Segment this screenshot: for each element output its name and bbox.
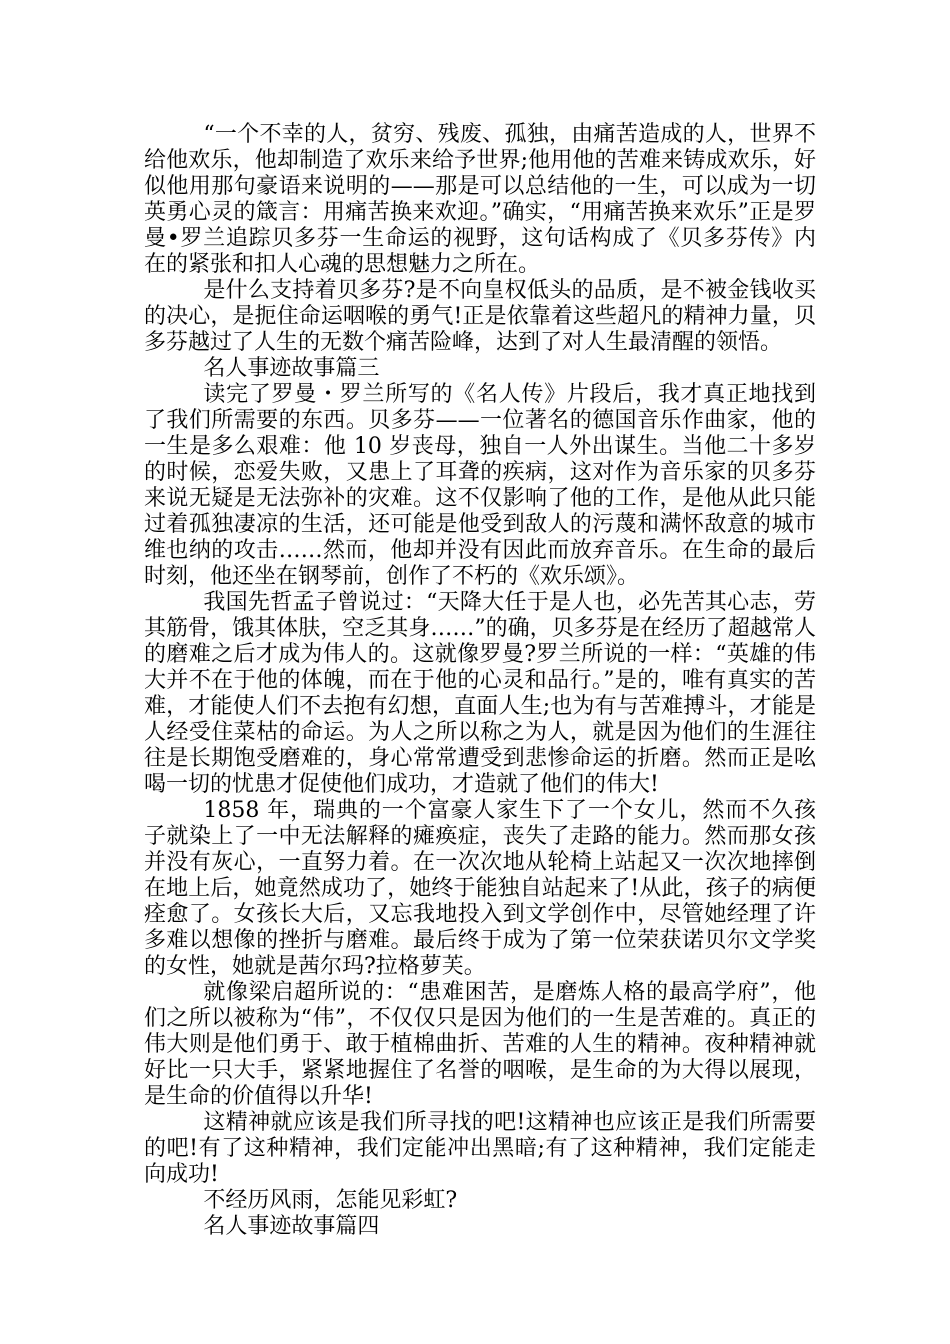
paragraph-mencius: 我国先哲孟子曾说过：“天降大任于是人也，必先苦其心志，劳其筋骨，饿其体肤，空乏其身……”的确，贝多芬是在经历了超越常人的磨难之后才成为伟人的。这就像罗曼?罗兰所说的一样：“英雄的伟大并不在于他的体魄，而在于他的心灵和品行。”是的，唯有真实的苦难，才能使人们不去抱有幻想，直面人生;也为有与苦难搏斗，才能是人经受住菜枯的命运。为人之所以称之为人，就是因为他们的生涯往往是长期饱受磨难的，身心常常遭受到悲惨命运的折磨。然而正是吆喝一切的忧患才促使他们成功，才造就了他们的伟大! — [144, 590, 816, 797]
paragraph-reading-biography: 读完了罗曼・罗兰所写的《名人传》片段后，我才真正地找到了我们所需要的东西。贝多芬——一位著名的德国音乐作曲家，他的一生是多么艰难：他 10 岁丧母，独自一人外出谋生。当他二十多岁的时候，恋爱失败，又患上了耳聋的疾病，这对作为音乐家的贝多芬来说无疑是无法弥补的灾难。这不仅影响了他的工作，是他从此只能过着孤独凄凉的生活，还可能是他受到敌人的污蔑和满怀敌意的城市维也纳的攻击……然而，他却并没有因此而放弃音乐。在生命的最后时刻，他还坐在钢琴前，创作了不朽的《欢乐颂》。 — [144, 382, 816, 589]
paragraph-spirit: 这精神就应该是我们所寻找的吧!这精神也应该正是我们所需要的吧!有了这种精神，我们定能冲出黑暗;有了这种精神，我们定能走向成功! — [144, 1110, 816, 1187]
section-heading-three: 名人事迹故事篇三 — [203, 356, 380, 381]
paragraph-rainbow: 不经历风雨，怎能见彩虹? — [203, 1188, 458, 1213]
body-text — [144, 122, 816, 1240]
section-heading-four: 名人事迹故事篇四 — [203, 1214, 380, 1239]
paragraph-lagerlof: 1858 年，瑞典的一个富豪人家生下了一个女儿，然而不久孩子就染上了一中无法解释的瘫痪症，丧失了走路的能力。然而那女孩并没有灰心，一直努力着。在一次次地从轮椅上站起又一次次地摔倒在地上后，她竟然成功了，她终于能独自站起来了!从此，孩子的病便痊愈了。女孩长大后，又忘我地投入到文学创作中，尽管她经理了许多难以想像的挫折与磨难。最后终于成为了第一位荣获诺贝尔文学奖的女性，她就是茜尔玛?拉格萝芙。 — [144, 798, 816, 979]
paragraph-what-supports: 是什么支持着贝多芬?是不向皇权低头的品质，是不被金钱收买的决心，是扼住命运咽喉的勇气!正是依靠着这些超凡的精神力量，贝多芬越过了人生的无数个痛苦险峰，达到了对人生最清醒的领悟。 — [144, 278, 816, 355]
paragraph-quote-beethoven: “一个不幸的人，贫穷、残废、孤独，由痛苦造成的人，世界不给他欢乐，他却制造了欢乐来给予世界;他用他的苦难来铸成欢乐，好似他用那句豪语来说明的——那是可以总结他的一生，可以成为一切英勇心灵的箴言：用痛苦换来欢迎。”确实，“用痛苦换来欢乐”正是罗曼•罗兰追踪贝多芬一生命运的视野，这句话构成了《贝多芬传》内在的紧张和扣人心魂的思想魅力之所在。 — [144, 122, 816, 277]
paragraph-liang-qichao: 就像梁启超所说的：“患难困苦，是磨炼人格的最高学府”，他们之所以被称为“伟”，不仅仅只是因为他们的一生是苦难的。真正的伟大则是他们勇于、敢于植棉曲折、苦难的人生的精神。夜种精神就好比一只大手，紧紧地握住了名誉的咽喉，是生命的为大得以展现，是生命的价值得以升华! — [144, 980, 816, 1109]
